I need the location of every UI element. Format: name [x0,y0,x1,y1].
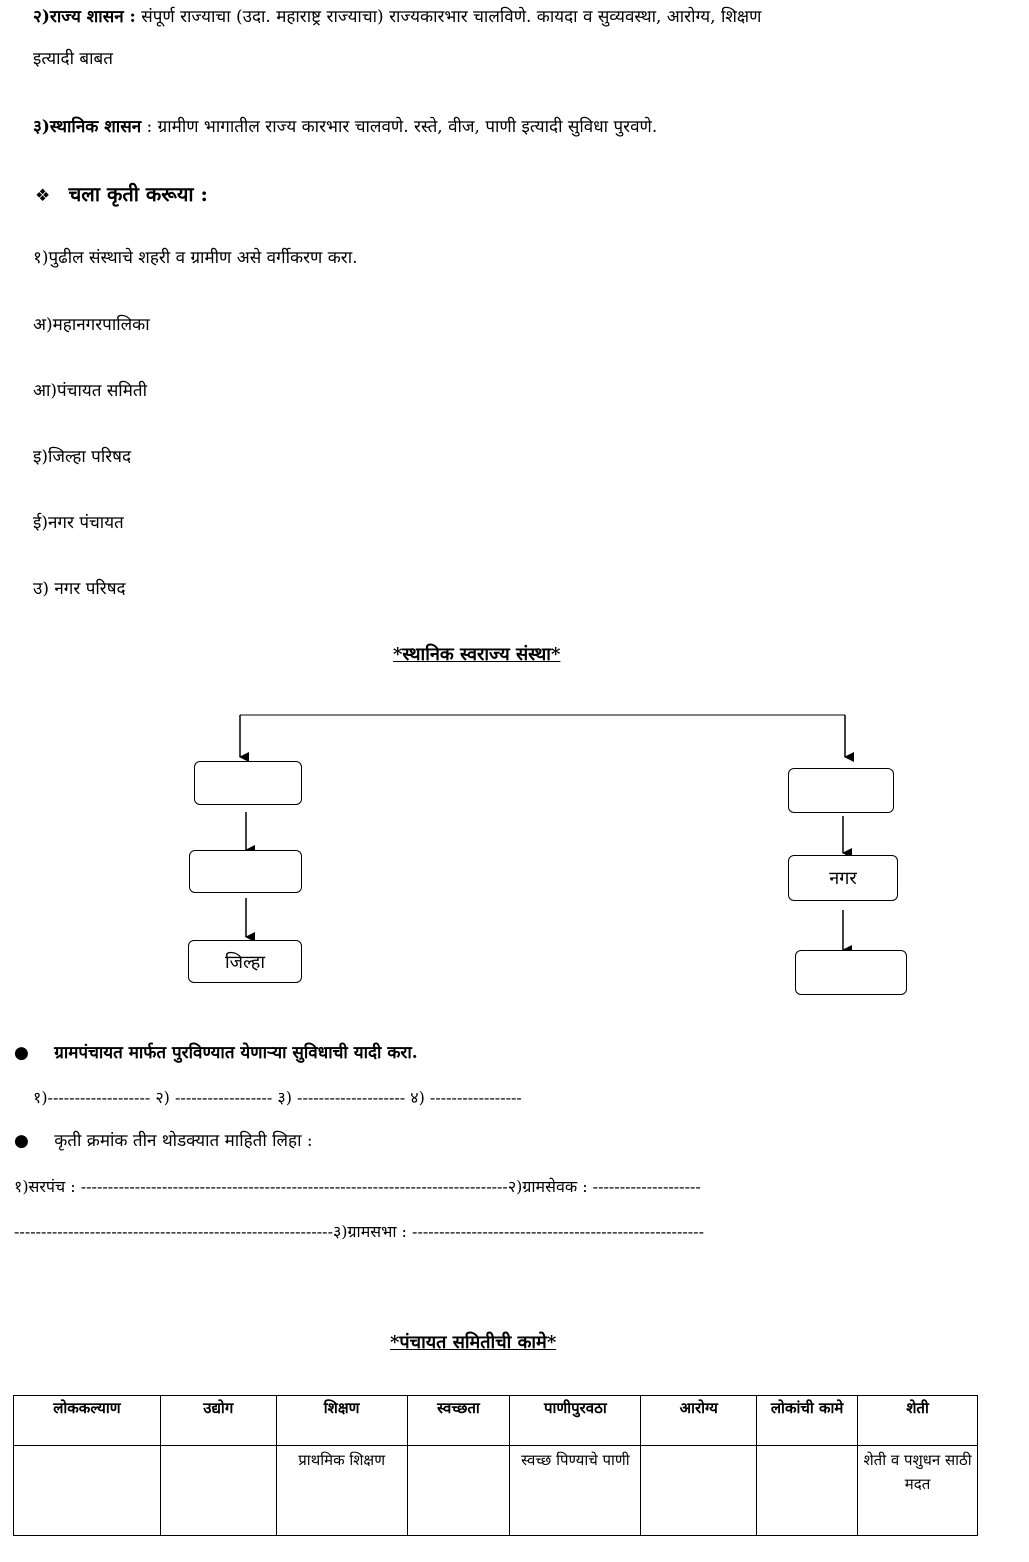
table-cell [14,1446,161,1536]
info-line-1: १)सरपंच : -------------------------------------------------------------------------------२)ग्रामसेवक : -------------------- [14,1177,701,1196]
table-cell: स्वच्छ पिण्याचे पाणी [510,1446,641,1536]
facilities-heading: ग्रामपंचायत मार्फत पुरविण्यात येणाऱ्या सुविधाची यादी करा. [54,1043,418,1063]
table-cell [407,1446,510,1536]
table-row [14,1446,978,1536]
diagram-title: *स्थानिक स्वराज्य संस्था* [393,644,561,665]
table-header-row [14,1396,978,1446]
left-box-2 [189,850,302,893]
panchayat-samiti-table [13,1395,978,1536]
right-box-3 [795,950,907,995]
info-heading: कृती क्रमांक तीन थोडक्यात माहिती लिहा : [54,1131,313,1151]
section3-text: : ग्रामीण भागातील राज्य कारभार चालवणे. रस्ते, वीज, पाणी इत्यादी सुविधा पुरवणे. [146,117,658,137]
facilities-blanks: १)------------------- २) ------------------ ३) -------------------- ४) ----------------- [33,1088,522,1107]
table-header: लोकांची कामे [757,1396,858,1446]
table-title: *पंचायत समितीची कामे* [390,1332,557,1353]
table-header: उद्योग [160,1396,276,1446]
option-item: अ)महानगरपालिका [33,315,150,335]
section2-label: २)राज्य शासन : [33,7,136,27]
table-header: आरोग्य [641,1396,757,1446]
table-cell: शेती व पशुधन साठी मदत [858,1446,978,1536]
table-header: पाणीपुरवठा [510,1396,641,1446]
bullet-dot-icon: ● [14,1131,29,1151]
table-cell [160,1446,276,1536]
section2-text: संपूर्ण राज्याचा (उदा. महाराष्ट्र राज्याचा) राज्यकारभार चालविणे. कायदा व सुव्यवस्था, आरोग्य, शिक्षण [141,7,762,27]
table-cell [757,1446,858,1536]
section2-line2: इत्यादी बाबत [33,49,113,69]
right-box-1 [788,768,894,813]
right-box-nagar: नगर [788,855,898,901]
table-header: लोककल्याण [14,1396,161,1446]
table-header: शेती [858,1396,978,1446]
option-item: इ)जिल्हा परिषद [33,447,132,467]
info-heading-row [14,1128,313,1151]
info-line-2: -----------------------------------------------------------३)ग्रामसभा : ------------------------------------------------------ [14,1222,704,1241]
facilities-heading-row [14,1040,418,1063]
option-item: ई)नगर पंचायत [33,513,124,533]
table-cell [641,1446,757,1536]
option-item: उ) नगर परिषद [33,579,126,599]
activity-question: १)पुढील संस्थाचे शहरी व ग्रामीण असे वर्गीकरण करा. [33,248,358,268]
bullet-dot-icon: ● [14,1043,29,1063]
option-item: आ)पंचायत समिती [33,381,147,401]
table-header: स्वच्छता [407,1396,510,1446]
section3-label: ३)स्थानिक शासन [33,117,142,137]
table-header: शिक्षण [276,1396,407,1446]
diamond-bullet-icon: ❖ [35,186,51,206]
table-cell: प्राथमिक शिक्षण [276,1446,407,1536]
left-box-1 [194,761,302,805]
activity-heading: चला कृती करूया : [68,182,208,206]
left-box-jilha: जिल्हा [188,940,302,983]
